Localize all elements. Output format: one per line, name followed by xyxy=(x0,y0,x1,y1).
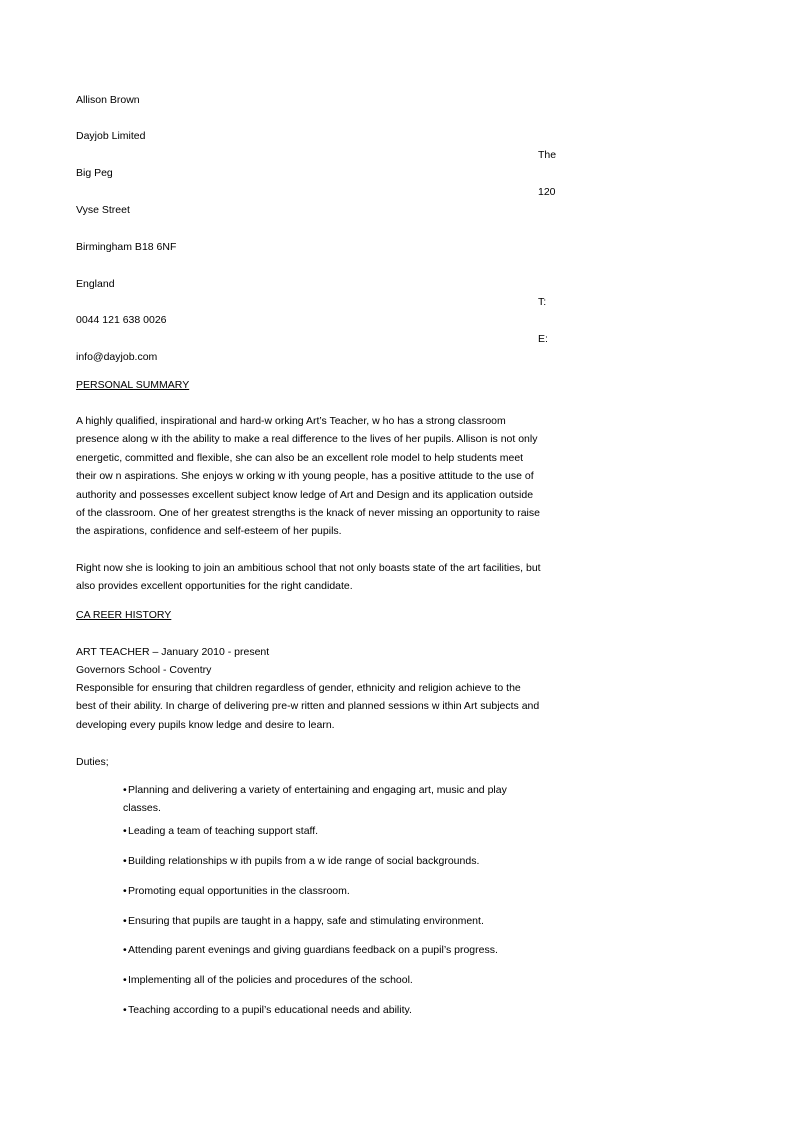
address-street: Vyse Street xyxy=(76,204,130,216)
candidate-name: Allison Brown xyxy=(76,94,140,106)
address-number: 120 xyxy=(538,186,556,198)
duty-item xyxy=(123,1001,543,1019)
address-city: Birmingham B18 6NF xyxy=(76,241,177,253)
duties-label: Duties; xyxy=(76,756,109,768)
duty-item xyxy=(123,781,543,817)
duty-text: Planning and delivering a variety of entertaining and engaging art, music and play xyxy=(128,784,507,796)
job-description xyxy=(76,679,556,734)
bullet-icon: • xyxy=(123,855,127,867)
duty-text: Attending parent evenings and giving guardians feedback on a pupil’s progress. xyxy=(128,944,498,956)
summary-line: Right now she is looking to join an ambitious school that not only boasts state of the art facilities, but xyxy=(76,562,541,574)
summary-line: energetic, committed and flexible, she can also be an excellent role model to help students meet xyxy=(76,451,524,464)
job-description-line: developing every pupils know ledge and desire to learn. xyxy=(76,718,335,731)
personal-summary-heading: PERSONAL SUMMARY xyxy=(76,379,190,391)
career-history-heading: CA REER HISTORY xyxy=(76,609,172,621)
duty-item xyxy=(123,882,543,900)
job-title: ART TEACHER – January 2010 - present xyxy=(76,646,270,658)
address-big-peg: Big Peg xyxy=(76,167,113,179)
bullet-icon: • xyxy=(123,885,127,897)
summary-line: A highly qualified, inspirational and hard-w orking Art’s Teacher, w ho has a strong classroom xyxy=(76,415,506,427)
bullet-icon: • xyxy=(123,825,127,837)
duty-text: Teaching according to a pupil’s educational needs and ability. xyxy=(128,1004,412,1016)
duty-item xyxy=(123,822,543,840)
summary-line: of the classroom. One of her greatest strengths is the knack of never missing an opportunity to raise xyxy=(76,506,540,519)
summary-line: authority and possesses excellent subject know ledge of Art and Design and its application outside xyxy=(76,488,534,501)
duty-item xyxy=(123,912,543,930)
bullet-icon: • xyxy=(123,1004,127,1016)
summary-paragraph-2 xyxy=(76,559,556,596)
telephone-value: 0044 121 638 0026 xyxy=(76,314,167,326)
telephone-label: T: xyxy=(538,296,547,308)
address-country: England xyxy=(76,278,115,290)
duty-text: Building relationships w ith pupils from a w ide range of social backgrounds. xyxy=(128,855,480,867)
duty-text: Promoting equal opportunities in the classroom. xyxy=(128,885,350,897)
bullet-icon: • xyxy=(123,944,127,956)
summary-line: their ow n aspirations. She enjoys w orking w ith young people, has a positive attitude to the use of xyxy=(76,470,534,483)
bullet-icon: • xyxy=(123,784,127,796)
summary-line: the aspirations, confidence and self-esteem of her pupils. xyxy=(76,525,342,538)
summary-paragraph-1 xyxy=(76,412,556,541)
employer: Governors School - Coventry xyxy=(76,664,212,676)
duty-item xyxy=(123,941,543,959)
summary-line: also provides excellent opportunities for the right candidate. xyxy=(76,580,353,593)
job-description-line: Responsible for ensuring that children regardless of gender, ethnicity and religion achieve to the xyxy=(76,682,521,694)
duty-item xyxy=(123,971,543,989)
email-value: info@dayjob.com xyxy=(76,351,158,363)
job-description-line: best of their ability. In charge of delivering pre-w ritten and planned sessions w ithin Art subjects and xyxy=(76,700,540,713)
email-label: E: xyxy=(538,333,548,345)
duty-item xyxy=(123,852,543,870)
summary-line: presence along w ith the ability to make a real difference to the lives of her pupils. Allison is not only xyxy=(76,433,538,446)
bullet-icon: • xyxy=(123,974,127,986)
duty-text-continued: classes. xyxy=(123,802,161,814)
company-name: Dayjob Limited xyxy=(76,130,146,142)
duty-text: Implementing all of the policies and procedures of the school. xyxy=(128,974,413,986)
duty-text: Leading a team of teaching support staff. xyxy=(128,825,319,837)
bullet-icon: • xyxy=(123,915,127,927)
duty-text: Ensuring that pupils are taught in a happy, safe and stimulating environment. xyxy=(128,915,484,927)
address-the: The xyxy=(538,149,557,161)
